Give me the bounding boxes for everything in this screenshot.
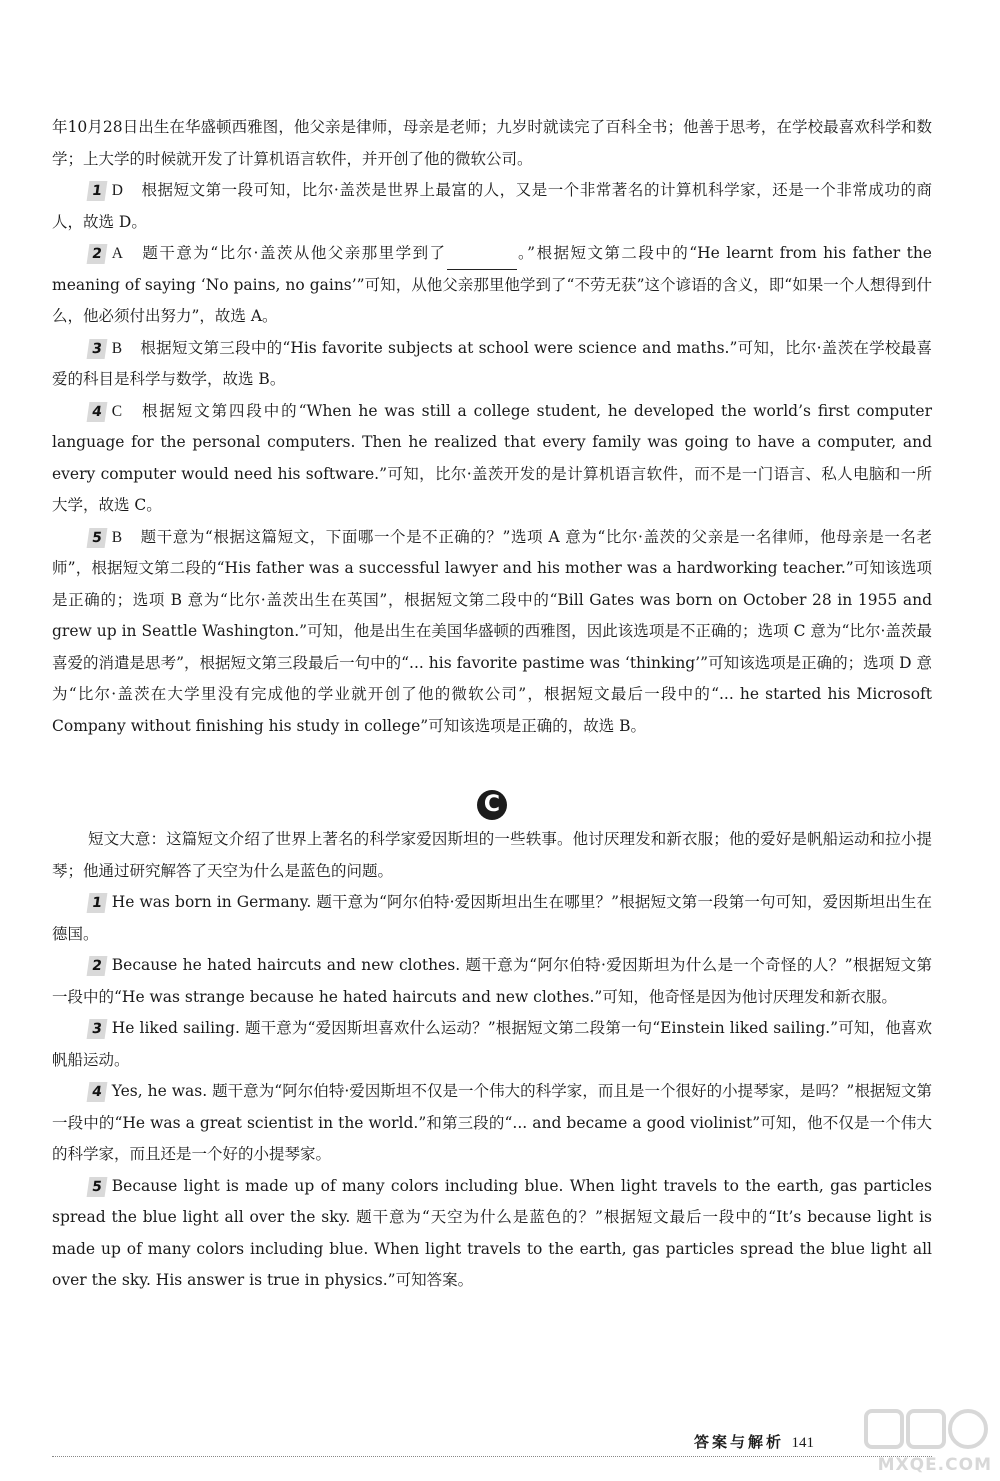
item-answer: B bbox=[111, 339, 123, 357]
answer-page bbox=[52, 112, 932, 1297]
item-number: 2 bbox=[87, 956, 108, 976]
section-c-header bbox=[52, 790, 932, 820]
answer-item-b5 bbox=[52, 522, 932, 743]
item-explanation: Because he hated haircuts and new clothes. 题干意为“阿尔伯特·爱因斯坦为什么是一个奇怪的人？”根据短文第一段中的“He was strange because he hated haircuts and new clothes.”可知，他奇怪是因为他讨厌理发和新衣服。 bbox=[52, 956, 932, 1006]
item-number: 3 bbox=[87, 1019, 108, 1039]
item-explanation: 题干意为“根据这篇短文，下面哪一个是不正确的？”选项 A 意为“比尔·盖茨的父亲是一名律师，他母亲是一名老师”，根据短文第二段的“His father was a successful lawyer and his mother was a hardworking teacher.”可知该选项是正确的；选项 B 意为“比尔·盖茨出生在英国”，根据短文第二段中的“Bill Gates was born on October 28 in 1955 and grew up in Seattle Washington.”可知，他是出生在美国华盛顿的西雅图，因此该选项是不正确的；选项 C 意为“比尔·盖茨最喜爱的消遣是思考”，根据短文第三段最后一句中的“... his favorite pastime was ‘thinking’”可知该选项是正确的；选项 D 意为“比尔·盖茨在大学里没有完成他的学业就开创了他的微软公司”，根据短文最后一段中的“... he started his Microsoft Company without finishing his study in college”可知该选项是正确的，故选 B。 bbox=[52, 527, 932, 735]
item-explanation: He liked sailing. 题干意为“爱因斯坦喜欢什么运动？”根据短文第二段第一句“Einstein liked sailing.”可知，他喜欢帆船运动。 bbox=[52, 1019, 932, 1069]
item-explanation: 根据短文第四段中的“When he was still a college student, he developed the world’s first computer language for the personal computers. Then he realized that every family was going to have a computer, and every computer would need his software.”可知，比尔·盖茨开发的是计算机语言软件，而不是一门语言、私人电脑和一所大学，故选 C。 bbox=[52, 401, 932, 514]
answer-item-c4 bbox=[52, 1076, 932, 1171]
section-gap bbox=[52, 742, 932, 790]
item-number: 2 bbox=[87, 244, 108, 264]
item-number: 1 bbox=[87, 893, 108, 913]
item-explanation-cont: 。”根据短文第二段中的“He learnt from his father the meaning of saying ‘No pains, no gains’”可知，从他父亲那里他学到了“不劳无获”这个谚语的含义，即“如果一个人想得到什么，他必须付出努力”，故选 A。 bbox=[52, 244, 932, 325]
item-explanation: 根据短文第一段可知，比尔·盖茨是世界上最富的人，又是一个非常著名的计算机科学家，还是一个非常成功的商人，故选 D。 bbox=[52, 181, 932, 231]
page-number: 141 bbox=[791, 1435, 814, 1451]
page-footer bbox=[52, 1433, 932, 1457]
item-number: 4 bbox=[87, 1082, 108, 1102]
section-c-items bbox=[52, 887, 932, 1297]
watermark-text: MXQE.COM bbox=[877, 1455, 992, 1475]
item-number: 5 bbox=[87, 528, 108, 548]
item-number: 1 bbox=[87, 181, 108, 201]
answer-item-c1 bbox=[52, 887, 932, 950]
intro-paragraph: 年10月28日出生在华盛顿西雅图，他父亲是律师，母亲是老师；九岁时就读完了百科全书；他善于思考，在学校最喜欢科学和数学；上大学的时候就开发了计算机语言软件，并开创了他的微软公司。 bbox=[52, 118, 932, 168]
footer-label: 答案与解析 bbox=[693, 1433, 784, 1451]
watermark-logo bbox=[862, 1405, 992, 1475]
item-number: 3 bbox=[87, 339, 108, 359]
answer-item-c2 bbox=[52, 950, 932, 1013]
fill-blank bbox=[447, 251, 517, 270]
item-explanation: 题干意为“比尔·盖茨从他父亲那里学到了 bbox=[140, 244, 447, 262]
item-explanation: Because light is made up of many colors including blue. When light travels to the earth, gas particles spread the blue light all over the sky. 题干意为“天空为什么是蓝色的？”根据短文最后一段中的“It’s because light is made up of many colors including blue. When light travels to the earth, gas particles spread the blue light all over the sky. His answer is true in physics.”可知答案。 bbox=[52, 1176, 932, 1289]
item-explanation: He was born in Germany. 题干意为“阿尔伯特·爱因斯坦出生在哪里？”根据短文第一段第一句可知，爱因斯坦出生在德国。 bbox=[52, 893, 932, 943]
item-number: 4 bbox=[87, 402, 108, 422]
answer-item-b3 bbox=[52, 333, 932, 396]
answer-item-b4 bbox=[52, 396, 932, 522]
section-b-items bbox=[52, 175, 932, 742]
item-answer: D bbox=[111, 182, 123, 199]
section-c-badge: C bbox=[477, 790, 507, 820]
answer-item-c3 bbox=[52, 1013, 932, 1076]
item-number: 5 bbox=[87, 1177, 108, 1197]
item-answer: C bbox=[111, 402, 123, 420]
item-answer: A bbox=[111, 245, 123, 262]
item-explanation: Yes, he was. 题干意为“阿尔伯特·爱因斯坦不仅是一个伟大的科学家，而且是一个很好的小提琴家，是吗？”根据短文第一段中的“He was a great scientist in the world.”和第三段的“... and became a good violinist”可知，他不仅是一个伟大的科学家，而且还是一个好的小提琴家。 bbox=[52, 1082, 932, 1163]
answer-item-c5 bbox=[52, 1171, 932, 1297]
answer-item-b1 bbox=[52, 175, 932, 238]
section-c-summary: 短文大意：这篇短文介绍了世界上著名的科学家爱因斯坦的一些轶事。他讨厌理发和新衣服；他的爱好是帆船运动和拉小提琴；他通过研究解答了天空为什么是蓝色的问题。 bbox=[52, 830, 932, 880]
watermark-logo-icon bbox=[862, 1405, 992, 1455]
item-explanation: 根据短文第三段中的“His favorite subjects at school were science and maths.”可知，比尔·盖茨在学校最喜爱的科目是科学与数学，故选 B。 bbox=[52, 338, 932, 388]
item-answer: B bbox=[111, 528, 123, 546]
answer-item-b2 bbox=[52, 238, 932, 333]
